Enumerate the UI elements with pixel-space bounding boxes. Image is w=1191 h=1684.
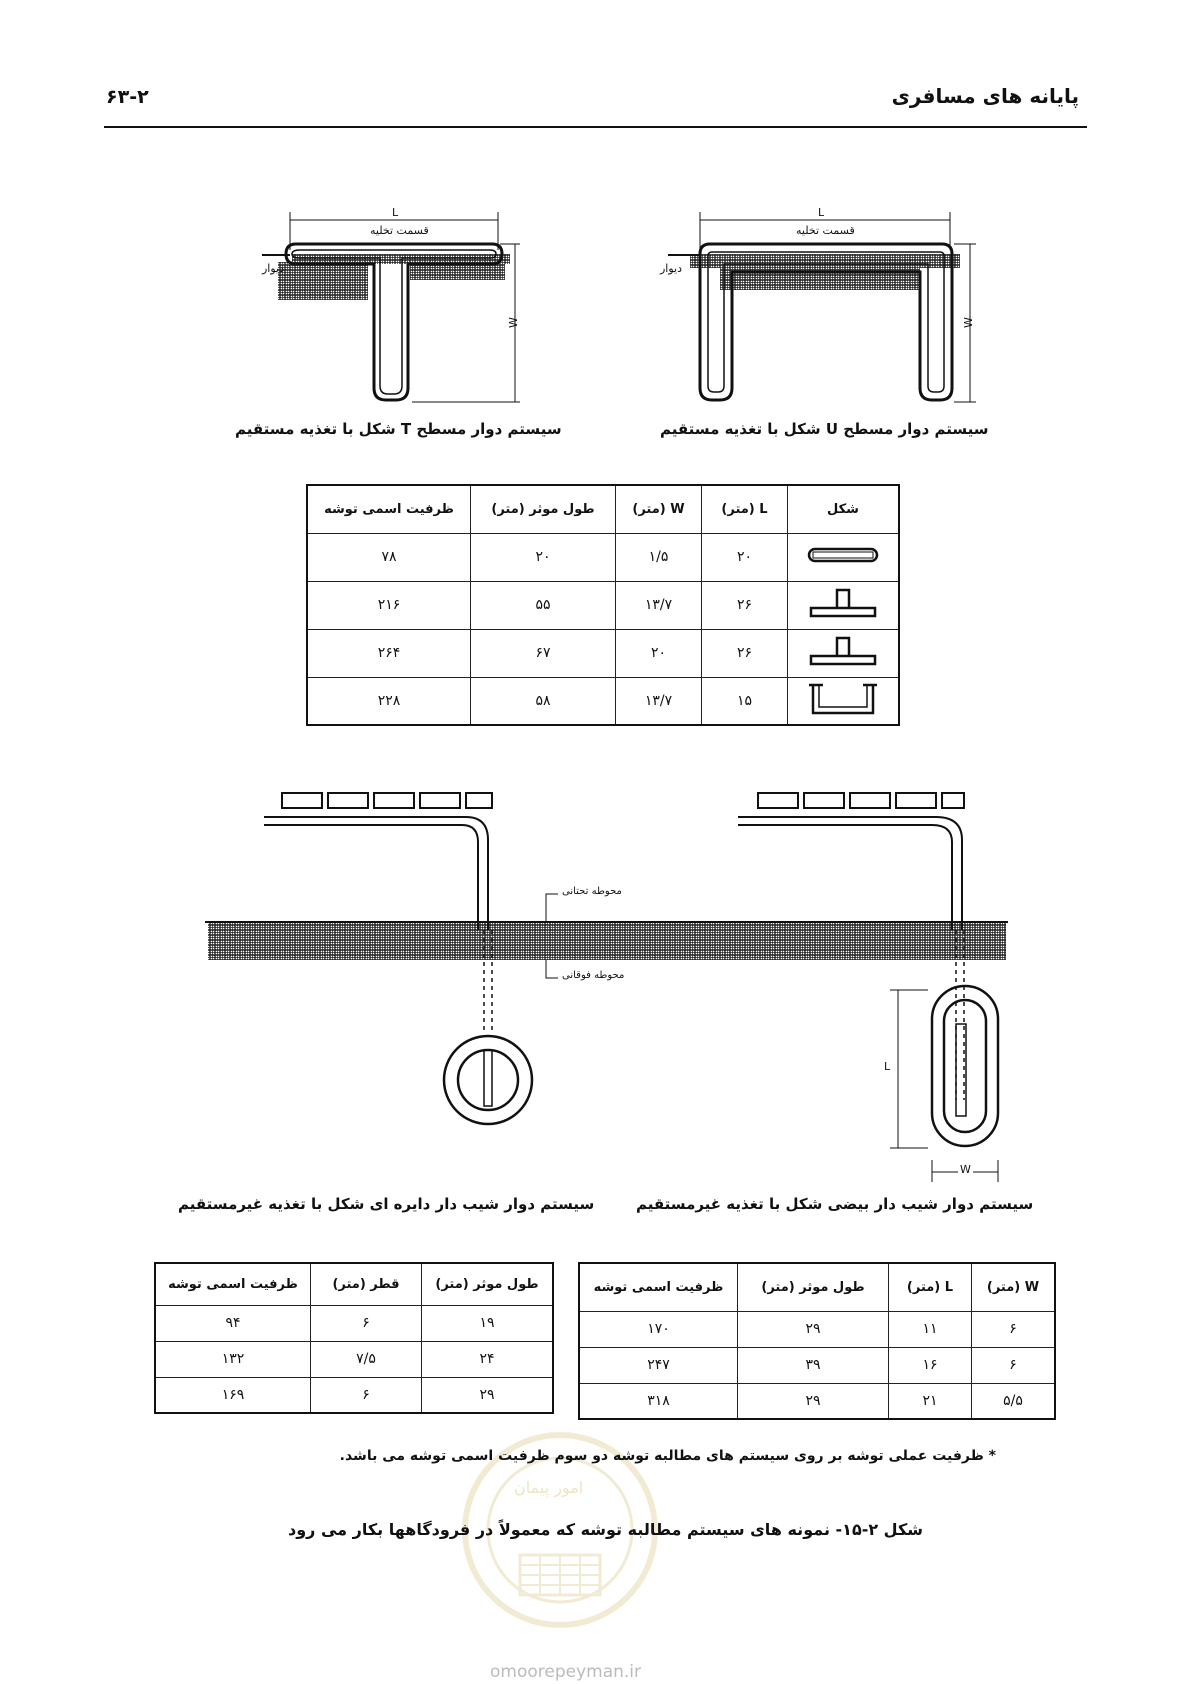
capacity-cell: ۷۸ [307, 533, 471, 581]
table-header-row [579, 1263, 1055, 1311]
col-capacity: ظرفیت اسمی توشه [579, 1263, 738, 1311]
capacity-cell: ۳۱۸ [579, 1383, 738, 1419]
t-dim-l-label: L [392, 206, 399, 219]
col-shape: شکل [788, 485, 900, 533]
shape-cell [788, 629, 900, 677]
w-cell: ۶ [972, 1347, 1056, 1383]
capacity-cell: ۲۶۴ [307, 629, 471, 677]
table-header-row [155, 1263, 553, 1305]
col-capacity: ظرفیت اسمی توشه [155, 1263, 311, 1305]
inclined-carousel-diagrams [205, 793, 1008, 1182]
w-cell: ۱۳/۷ [616, 581, 702, 629]
table-row [307, 677, 899, 725]
capacity-cell: ۲۱۶ [307, 581, 471, 629]
flat-loop-icon [803, 543, 883, 567]
table-row [579, 1383, 1055, 1419]
diameter-cell: ۶ [311, 1305, 422, 1341]
table-row [155, 1341, 553, 1377]
col-length: طول موثر (متر) [422, 1263, 554, 1305]
col-w: W (متر) [616, 485, 702, 533]
upper-area-label: محوطه فوقانی [562, 970, 625, 981]
l-cell: ۲۱ [889, 1383, 972, 1419]
w-cell: ۱/۵ [616, 533, 702, 581]
circular-carousel-caption: سیستم دوار شیب دار دایره ای شکل با تغذیه غیرمستقیم [178, 1195, 595, 1213]
capacity-cell: ۲۲۸ [307, 677, 471, 725]
w-cell: ۱۳/۷ [616, 677, 702, 725]
capacity-cell: ۱۷۰ [579, 1311, 738, 1347]
length-cell: ۱۹ [422, 1305, 554, 1341]
oval-carousel-caption: سیستم دوار شیب دار بیضی شکل با تغذیه غیرمستقیم [636, 1195, 1034, 1213]
table-row [579, 1347, 1055, 1383]
length-cell: ۲۰ [471, 533, 616, 581]
l-cell: ۲۶ [702, 581, 788, 629]
watermark-url: omoorepeyman.ir [490, 1662, 642, 1682]
length-cell: ۶۷ [471, 629, 616, 677]
circular-carousel-table [154, 1262, 554, 1414]
length-cell: ۳۹ [738, 1347, 889, 1383]
u-top-label: قسمت تخلیه [796, 224, 855, 237]
u-wall-label: دیوار [660, 262, 683, 275]
col-length: طول موثر (متر) [738, 1263, 889, 1311]
length-cell: ۵۸ [471, 677, 616, 725]
t-dim-w-label: W [506, 317, 520, 328]
col-l: L (متر) [889, 1263, 972, 1311]
t-top-label: قسمت تخلیه [370, 224, 429, 237]
u-carousel-caption: سیستم دوار مسطح U شکل با تغذیه مستقیم [660, 420, 989, 438]
w-cell: ۵/۵ [972, 1383, 1056, 1419]
shape-cell [788, 677, 900, 725]
table-row [155, 1305, 553, 1341]
l-cell: ۱۵ [702, 677, 788, 725]
l-cell: ۱۱ [889, 1311, 972, 1347]
figure-caption: شکل ۲-۱۵- نمونه های سیستم مطالبه توشه که معمولاً در فرودگاهها بکار می رود [288, 1520, 923, 1539]
col-w: W (متر) [972, 1263, 1056, 1311]
length-cell: ۲۹ [422, 1377, 554, 1413]
table-row [307, 533, 899, 581]
length-cell: ۲۴ [422, 1341, 554, 1377]
capacity-cell: ۱۶۹ [155, 1377, 311, 1413]
col-diameter: قطر (متر) [311, 1263, 422, 1305]
col-length: طول موثر (متر) [471, 485, 616, 533]
t-shape-icon [803, 586, 883, 620]
diameter-cell: ۷/۵ [311, 1341, 422, 1377]
page-number: ۶۳-۲ [106, 86, 149, 108]
t-carousel-diagram [262, 212, 520, 402]
shape-cell [788, 533, 900, 581]
w-cell: ۲۰ [616, 629, 702, 677]
table-row [155, 1377, 553, 1413]
table-row [307, 629, 899, 677]
col-capacity: ظرفیت اسمی توشه [307, 485, 471, 533]
l-cell: ۱۶ [889, 1347, 972, 1383]
capacity-note: * ظرفیت عملی توشه بر روی سیستم های مطالبه توشه دو سوم ظرفیت اسمی توشه می باشد. [339, 1448, 996, 1464]
l-cell: ۲۰ [702, 533, 788, 581]
table-row [307, 581, 899, 629]
oval-dim-l-label: L [884, 1060, 891, 1073]
diameter-cell: ۶ [311, 1377, 422, 1413]
capacity-cell: ۲۴۷ [579, 1347, 738, 1383]
shape-cell [788, 581, 900, 629]
u-dim-w-label: W [961, 317, 975, 328]
table-header-row [307, 485, 899, 533]
length-cell: ۲۹ [738, 1383, 889, 1419]
l-cell: ۲۶ [702, 629, 788, 677]
table-row [579, 1311, 1055, 1347]
length-cell: ۲۹ [738, 1311, 889, 1347]
page-header-title: پایانه های مسافری [891, 84, 1079, 108]
flat-carousel-table [306, 484, 900, 726]
length-cell: ۵۵ [471, 581, 616, 629]
t-wall-label: دیوار [262, 262, 285, 275]
t-carousel-caption: سیستم دوار مسطح T شکل با تغذیه مستقیم [235, 420, 562, 438]
watermark-seal-text: امور پیمان [514, 1478, 584, 1497]
w-cell: ۶ [972, 1311, 1056, 1347]
lower-area-label: محوطه تحتانی [562, 886, 622, 897]
u-shape-icon [803, 681, 883, 717]
u-carousel-diagram [668, 212, 976, 402]
oval-dim-w-label: W [960, 1163, 971, 1176]
capacity-cell: ۱۳۲ [155, 1341, 311, 1377]
capacity-cell: ۹۴ [155, 1305, 311, 1341]
col-l: L (متر) [702, 485, 788, 533]
t-shape-icon [803, 634, 883, 668]
u-dim-l-label: L [818, 206, 825, 219]
oval-carousel-table [578, 1262, 1056, 1420]
